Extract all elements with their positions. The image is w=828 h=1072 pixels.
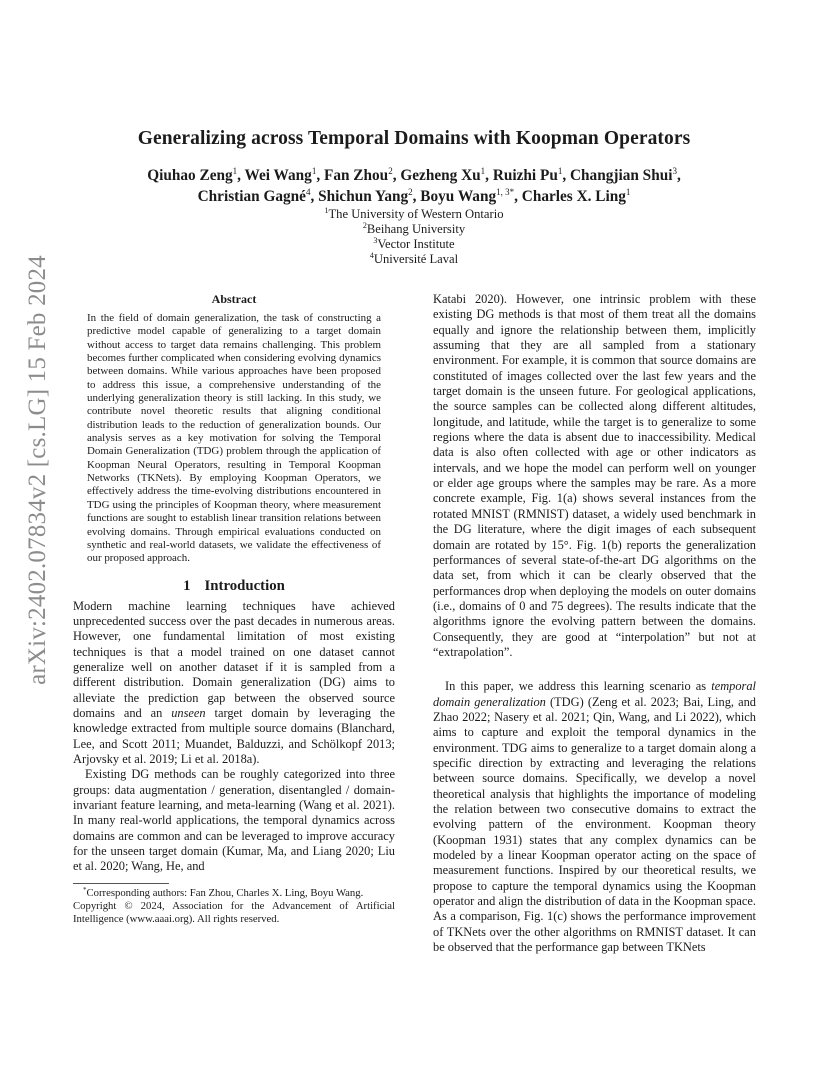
paper-title: Generalizing across Temporal Domains with Koopman Operators [137, 128, 691, 149]
author: Charles X. Ling$^1$ [521, 186, 631, 205]
abstract-heading: Abstract [211, 292, 257, 306]
left-column [73, 292, 395, 925]
author: Fan Zhou$^2$ [323, 166, 393, 184]
author: Changjian Shui$^3$ [570, 166, 677, 184]
author: Shichun Yang$^2$ [318, 186, 413, 205]
footnotes [73, 887, 395, 926]
section-number: 1 [183, 577, 191, 594]
author: Christian Gagné$^4$ [197, 186, 311, 205]
footnote-copyright: Copyright © 2024, Association for the Advancement of Artificial Intelligence (www.aaai.org). All rights reserved. [73, 899, 395, 925]
affiliation: $^2$Beihang University [362, 221, 466, 236]
author: Gezheng Xu$^1$ [400, 166, 486, 184]
affiliation: $^3$Vector Institute [373, 236, 455, 251]
affiliation-list [0, 207, 828, 267]
author: Ruizhi Pu$^1$ [492, 166, 563, 184]
affiliation: $^4$Université Laval [369, 251, 459, 266]
right-column [433, 292, 756, 955]
footnote-divider [73, 883, 169, 884]
arxiv-stamp-text: arXiv:2402.07834v2 [cs.LG] 15 Feb 2024 [24, 255, 51, 685]
footnote-corresponding: *Corresponding authors: Fan Zhou, Charles X. Ling, Boyu Wang. [83, 885, 364, 899]
author: Boyu Wang$^{1, 3*}$ [420, 186, 515, 205]
author: Wei Wang$^1$ [244, 166, 317, 184]
author-list: Qiuhao Zeng$^1$, Wei Wang$^1$, Fan Zhou$^2$, Gezheng Xu$^1$, Ruizhi Pu$^1$, Changjian Shui$^3$, Christian Gagné$^4$, Shichun Yang$^2$, Boyu Wang$^{1, 3*}$, Charles X. Ling$^1$ [147, 166, 681, 205]
abstract-text: In the field of domain generalization, the task of constructing a predictive model capable of generalizing to a target domain without access to target data remains challenging. This problem becomes further complicated when considering evolving dynamics between domains. While various approaches have been proposed to address this issue, a comprehensive understanding of the underlying generalization theory is still lacking. In this study, we contribute novel theoretic results that aligning conditional distribution leads to the reduction of generalization bounds. Our analysis serves as a key motivation for solving the Temporal Domain Generalization (TDG) problem through the application of Koopman Neural Operators, resulting in Temporal Koopman Networks (TKNets). By employing Koopman Operators, we effectively address the time-evolving distributions encountered in TDG using the principles of Koopman theory, where measurement functions are sought to establish linear transition relations between evolving domains. Through empirical evaluations conducted on synthetic and real-world datasets, we validate the effectiveness of our proposed approach. [87, 312, 381, 565]
section-heading-introduction [73, 577, 395, 595]
intro-paragraph-1: Modern machine learning techniques have achieved unprecedented success over the past decades in numerous areas. However, one fundamental limitation of most existing techniques is that a model trained on one dataset cannot generalize well on another dataset if it is sampled from a different distribution. Domain generalization (DG) aims to alleviate the prediction gap between the observed source domains and an unseen target domain by leveraging the knowledge extracted from multiple source domains (Blanchard, Lee, and Scott 2011; Muandet, Balduzzi, and Schölkopf 2013; Arjovsky et al. 2019; Li et al. 2018a). [73, 598, 395, 766]
section-title: Introduction [204, 577, 285, 594]
intro-paragraph-4: In this paper, we address this learning scenario as temporal domain generalization (TDG) (Zeng et al. 2023; Bai, Ling, and Zhao 2022; Nasery et al. 2021; Qin, Wang, and Li 2022), which aims to capture and exploit the temporal dynamics in the environment. TDG aims to generalize to a target domain along a specific direction by extracting and leveraging the relations between source domains. Specifically, we develop a novel theoretical analysis that highlights the importance of modeling the relation between two consecutive domains to extract the evolving pattern of the environment. Koopman theory (Koopman 1931) states that any complex dynamics can be modeled by a linear Koopman operator acting on the space of measurement functions. Inspired by our theoretical results, we propose to capture the temporal dynamics using the Koopman operator and align the distribution of data in the Koopman space. As a comparison, Fig. 1(c) shows the performance improvement of TKNets over the other algorithms on RMNIST dataset. It can be observed that the performance gap between TKNets [433, 679, 756, 955]
intro-paragraph-3: Katabi 2020). However, one intrinsic problem with these existing DG methods is that most of them treat all the domains equally and ignore the relationship between them, implicitly assuming that they are all sampled from a stationary environment. For example, it is common that source domains are constituted of images collected over the last few years and the target domain is the unseen future. For geological applications, the source samples can be collected along different altitudes, longitude, and latitude, while the target is to generalize to some regions where the data is absent due to inaccessibility. Medical data is also often collected with age or other indicators as intervals, and we hope the model can perform well on younger or elder age groups where the samples may be rare. As a more concrete example, Fig. 1(a) shows several instances from the rotated MNIST (RMNIST) dataset, a widely used benchmark in the DG literature, where the digit images of each subsequent domain are rotated by 15°. Fig. 1(b) reports the generalization performances of several state-of-the-art DG algorithms on the data set, from which it can be clearly observed that the performances drop when deploying the models on outer domains (i.e., domains of 0 and 75 degrees). The results indicate that the algorithms ignore the evolving pattern between the domains. Consequently, they are good at “interpolation” but not at “extrapolation”. [433, 292, 756, 659]
affiliation: $^1$The University of Western Ontario [324, 206, 504, 221]
author: Qiuhao Zeng$^1$ [147, 166, 238, 184]
intro-paragraph-2: Existing DG methods can be roughly categorized into three groups: data augmentation / generation, disentangled / domain-invariant feature learning, and meta-learning (Wang et al. 2021). In many real-world applications, the temporal dynamics across domains are common and can be leveraged to improve accuracy for the unseen target domain (Kumar, Ma, and Liang 2020; Liu et al. 2020; Wang, He, and [73, 767, 395, 874]
